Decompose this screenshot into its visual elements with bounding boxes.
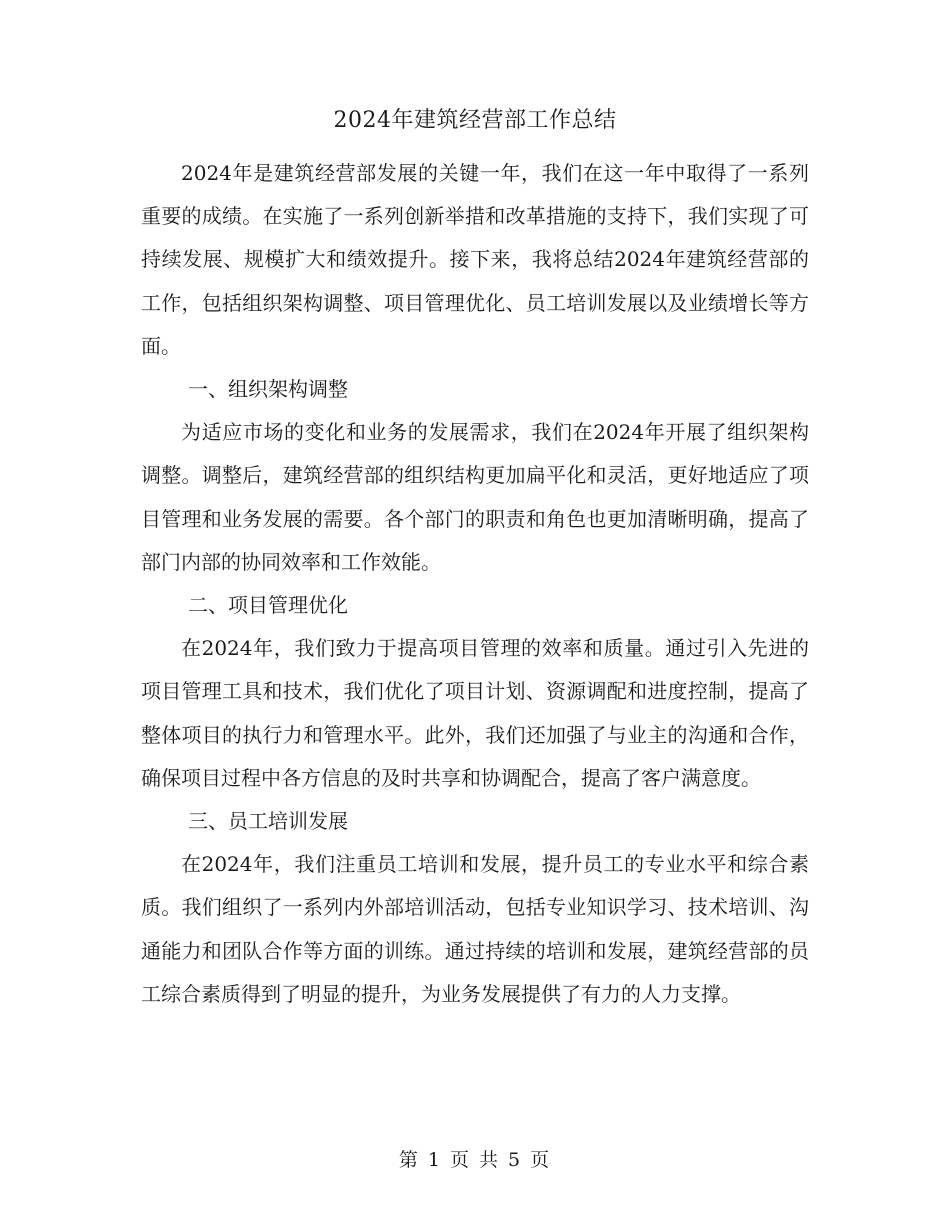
project-management-paragraph: 在2024年，我们致力于提高项目管理的效率和质量。通过引入先进的项目管理工具和技术，我们优化了项目计划、资源调配和进度控制，提高了整体项目的执行力和管理水平。此外，我们还加强了与业主的沟通和合作，确保项目过程中各方信息的及时共享和协调配合，提高了客户满意度。	[141, 636, 809, 790]
section-heading-project-management: 二、项目管理优化	[188, 593, 348, 618]
intro-paragraph: 2024年是建筑经营部发展的关键一年，我们在这一年中取得了一系列重要的成绩。在实施了一系列创新举措和改革措施的支持下，我们实现了可持续发展、规模扩大和绩效提升。接下来，我将总结2024年建筑经营部的工作，包括组织架构调整、项目管理优化、员工培训发展以及业绩增长等方面。	[141, 161, 809, 358]
staff-training-paragraph: 在2024年，我们注重员工培训和发展，提升员工的专业水平和综合素质。我们组织了一系列内外部培训活动，包括专业知识学习、技术培训、沟通能力和团队合作等方面的训练。通过持续的培训和发展，建筑经营部的员工综合素质得到了明显的提升，为业务发展提供了有力的人力支撑。	[141, 852, 809, 1006]
document-body	[141, 152, 809, 1016]
document-title: 2024年建筑经营部工作总结	[333, 108, 617, 133]
org-structure-paragraph: 为适应市场的变化和业务的发展需求，我们在2024年开展了组织架构调整。调整后，建筑经营部的组织结构更加扁平化和灵活，更好地适应了项目管理和业务发展的需要。各个部门的职责和角色也更加清晰明确，提高了部门内部的协同效率和工作效能。	[141, 420, 809, 574]
section-heading-staff-training: 三、员工培训发展	[188, 809, 348, 834]
page-number-footer: 第 1 页 共 5 页	[398, 1149, 552, 1171]
section-heading-org-structure: 一、组织架构调整	[188, 377, 348, 402]
